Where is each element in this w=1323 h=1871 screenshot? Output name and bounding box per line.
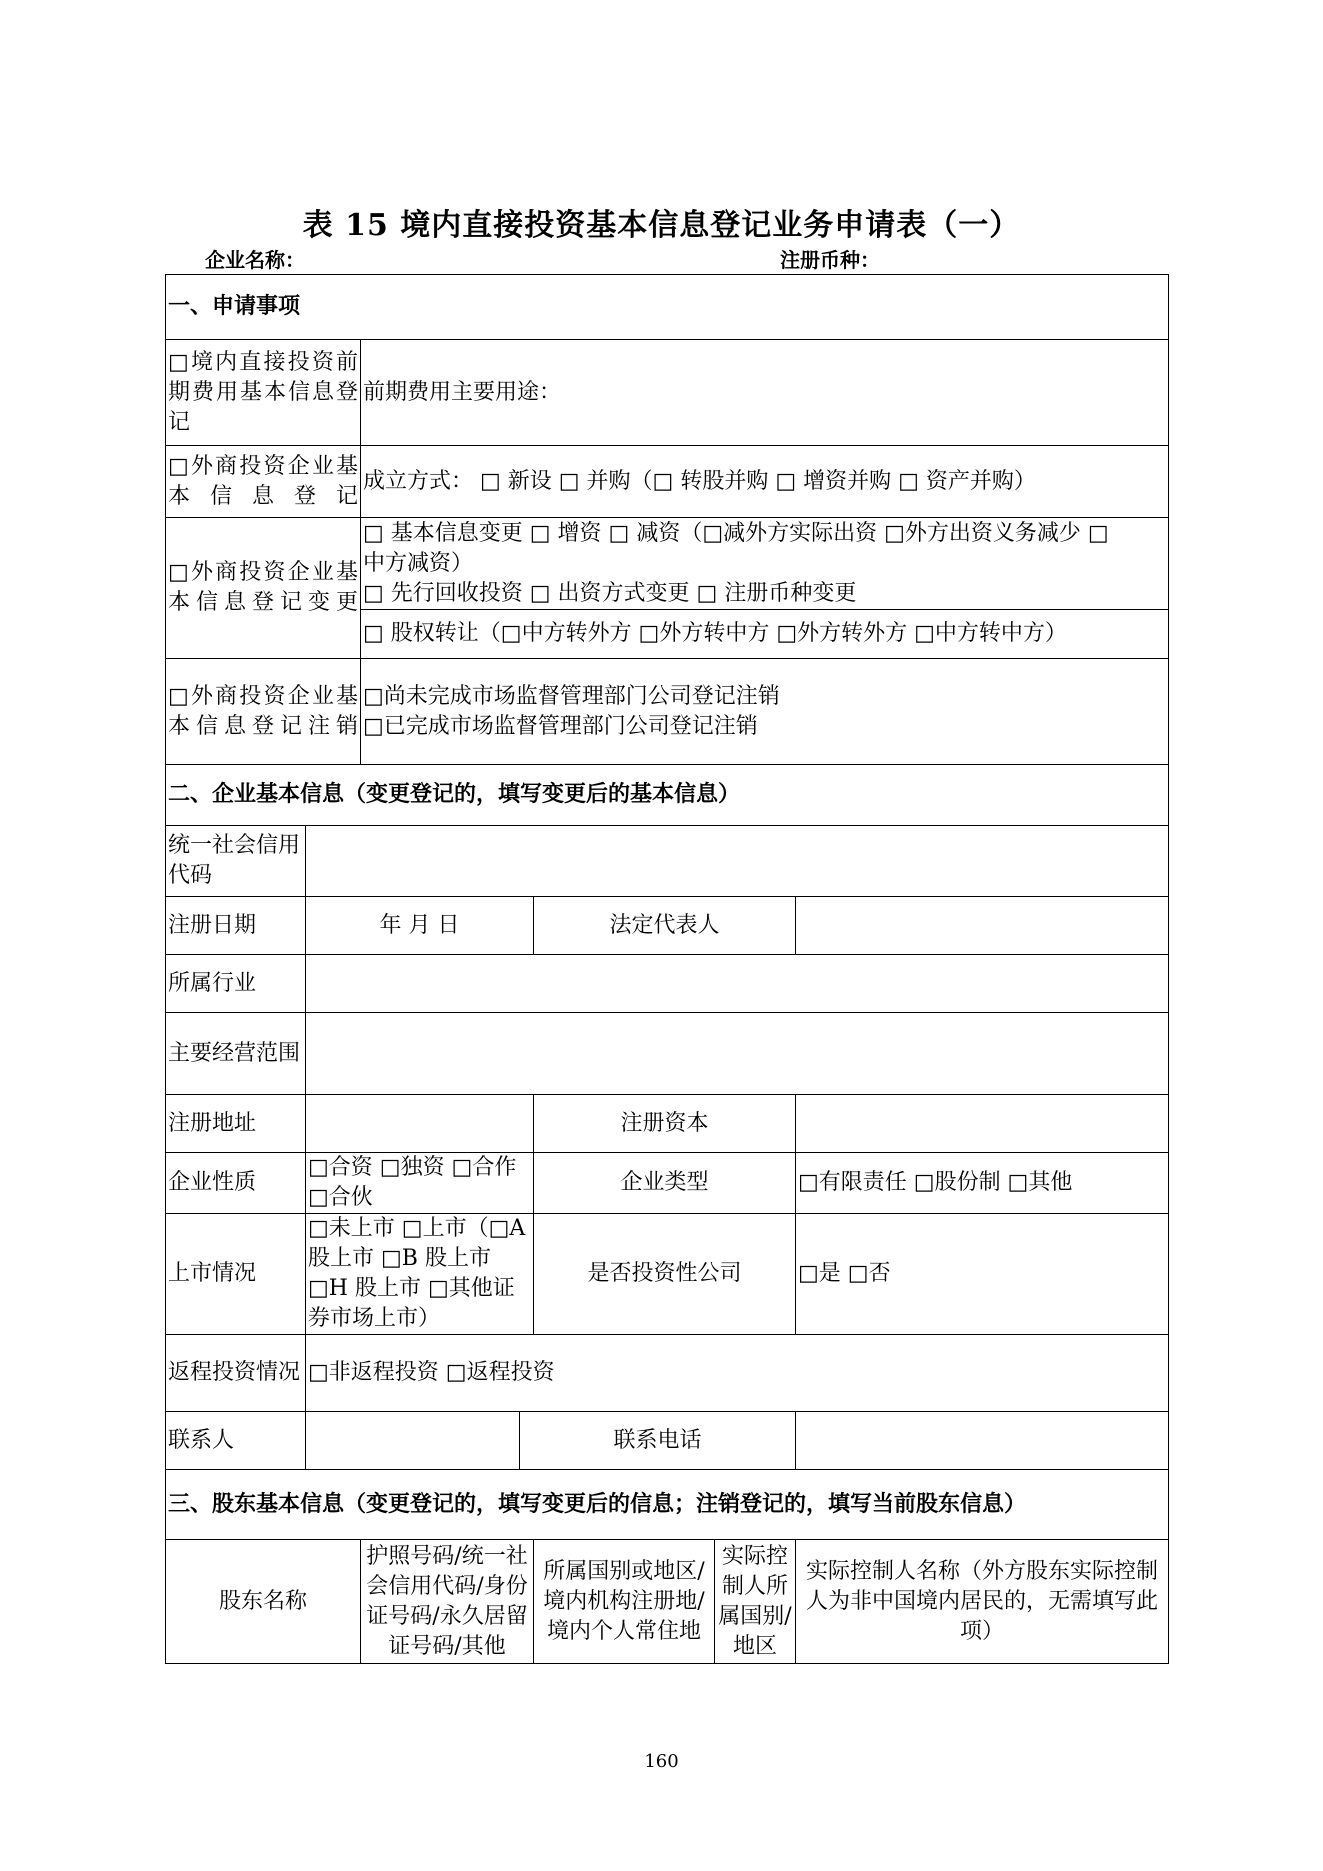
item-fie-registration-checkbox[interactable]: □外商投资企业基本信息登记 bbox=[166, 446, 361, 518]
reg-date-input[interactable]: 年 月 日 bbox=[306, 897, 534, 955]
contact-label: 联系人 bbox=[166, 1412, 306, 1470]
phone-input[interactable] bbox=[796, 1412, 1169, 1470]
capital-input[interactable] bbox=[796, 1095, 1169, 1153]
contact-input[interactable] bbox=[306, 1412, 520, 1470]
cancellation-option-incomplete[interactable]: □尚未完成市场监督管理部门公司登记注销 bbox=[363, 683, 780, 709]
col-shareholder-name: 股东名称 bbox=[166, 1540, 361, 1664]
round-trip-label: 返程投资情况 bbox=[166, 1335, 306, 1412]
prelim-fee-purpose-field[interactable]: 前期费用主要用途： bbox=[361, 340, 1169, 446]
listing-options[interactable]: □未上市 □上市（□A 股上市 □B 股上市 □H 股上市 □其他证券市场上市） bbox=[306, 1214, 534, 1335]
round-trip-options[interactable]: □非返程投资 □返程投资 bbox=[306, 1335, 1169, 1412]
section3-heading: 三、股东基本信息（变更登记的，填写变更后的信息；注销登记的，填写当前股东信息） bbox=[166, 1470, 1169, 1540]
listing-label: 上市情况 bbox=[166, 1214, 306, 1335]
capital-label: 注册资本 bbox=[534, 1095, 796, 1153]
uscc-input[interactable] bbox=[306, 826, 1169, 897]
item-prelim-fee-checkbox[interactable]: □境内直接投资前期费用基本信息登记 bbox=[166, 340, 361, 446]
type-options[interactable]: □有限责任 □股份制 □其他 bbox=[796, 1153, 1169, 1214]
col-controller-name: 实际控制人名称（外方股东实际控制人为非中国境内居民的，无需填写此项） bbox=[796, 1540, 1169, 1664]
invest-company-options[interactable]: □是 □否 bbox=[796, 1214, 1169, 1335]
item-fie-change-checkbox[interactable]: □外商投资企业基本信息登记变更 bbox=[166, 518, 361, 659]
invest-company-label: 是否投资性公司 bbox=[534, 1214, 796, 1335]
business-scope-input[interactable] bbox=[306, 1013, 1169, 1095]
nature-options[interactable]: □合资 □独资 □合作 □合伙 bbox=[306, 1153, 534, 1214]
uscc-label: 统一社会信用代码 bbox=[166, 826, 306, 897]
section2-heading: 二、企业基本信息（变更登记的，填写变更后的基本信息） bbox=[166, 765, 1169, 826]
section1-heading: 一、申请事项 bbox=[166, 275, 1169, 340]
legal-rep-label: 法定代表人 bbox=[534, 897, 796, 955]
cancellation-options-block[interactable] bbox=[361, 659, 1169, 765]
reg-date-label: 注册日期 bbox=[166, 897, 306, 955]
change-options-line3[interactable]: □ 先行回收投资 □ 出资方式变更 □ 注册币种变更 bbox=[363, 580, 857, 606]
type-label: 企业类型 bbox=[534, 1153, 796, 1214]
form-title: 表 15 境内直接投资基本信息登记业务申请表（一） bbox=[302, 208, 1021, 243]
equity-transfer-options[interactable]: □ 股权转让（□中方转外方 □外方转中方 □外方转外方 □中方转中方） bbox=[361, 610, 1169, 659]
change-options-line1[interactable]: □ 基本信息变更 □ 增资 □ 减资（□减外方实际出资 □外方出资义务减少 □ bbox=[363, 520, 1109, 546]
establishment-method-options[interactable]: 成立方式： □ 新设 □ 并购（□ 转股并购 □ 增资并购 □ 资产并购） bbox=[361, 446, 1169, 518]
industry-label: 所属行业 bbox=[166, 955, 306, 1013]
industry-input[interactable] bbox=[306, 955, 1169, 1013]
col-id-number: 护照号码/统一社会信用代码/身份证号码/永久居留证号码/其他 bbox=[361, 1540, 534, 1664]
change-options-block[interactable] bbox=[361, 518, 1169, 610]
cancellation-option-complete[interactable]: □已完成市场监督管理部门公司登记注销 bbox=[363, 713, 758, 739]
item-fie-cancellation-checkbox[interactable]: □外商投资企业基本信息登记注销 bbox=[166, 659, 361, 765]
business-scope-label: 主要经营范围 bbox=[166, 1013, 306, 1095]
application-form-table bbox=[165, 274, 1169, 1664]
address-input[interactable] bbox=[306, 1095, 534, 1153]
change-options-line2: 中方减资） bbox=[363, 550, 474, 576]
col-controller-country: 实际控制人所属国别/地区 bbox=[715, 1540, 796, 1664]
address-label: 注册地址 bbox=[166, 1095, 306, 1153]
nature-label: 企业性质 bbox=[166, 1153, 306, 1214]
phone-label: 联系电话 bbox=[520, 1412, 796, 1470]
company-name-label: 企业名称： bbox=[205, 248, 305, 272]
legal-rep-input[interactable] bbox=[796, 897, 1169, 955]
page-number: 160 bbox=[644, 1751, 679, 1772]
registered-currency-label: 注册币种： bbox=[780, 248, 880, 272]
col-country-region: 所属国别或地区/境内机构注册地/境内个人常住地 bbox=[534, 1540, 715, 1664]
